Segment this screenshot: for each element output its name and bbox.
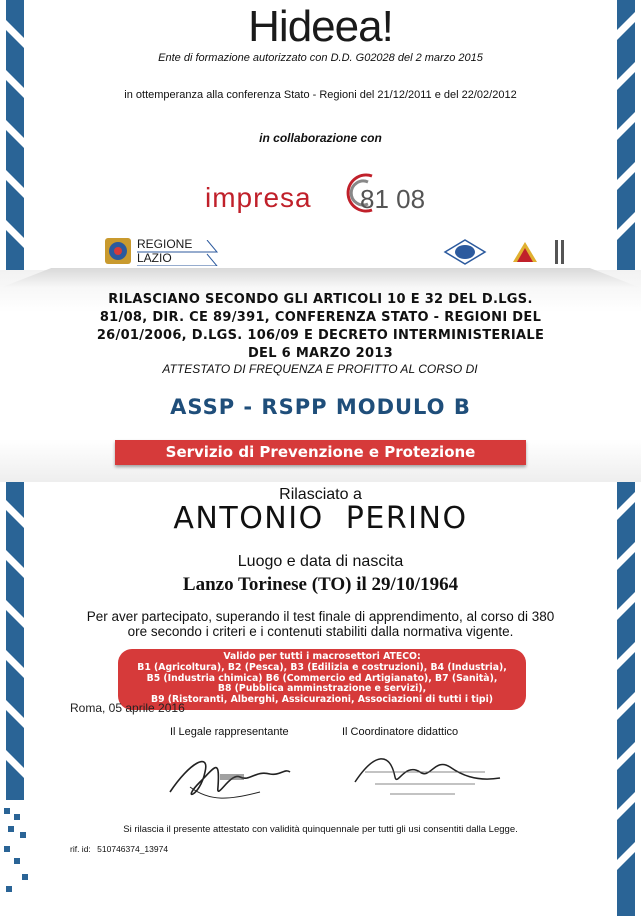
- ateco-line: B8 (Pubblica amminstrazione e servizi),: [217, 683, 427, 695]
- reference-label: rif. id:: [70, 844, 91, 854]
- ateco-line: B9 (Ristoranti, Alberghi, Assicurazioni, Associazioni di tutti i tipi): [150, 694, 494, 706]
- place-date: Roma, 05 aprile 2016: [70, 701, 185, 715]
- release-heading-line: RILASCIANO SECONDO GLI ARTICOLI 10 E 32 DEL D.LGS.: [108, 292, 533, 307]
- tuv-iso-certification-icon: [443, 236, 571, 268]
- accreditation-text: Ente di formazione autorizzato con D.D. G02028 del 2 marzo 2015: [158, 52, 483, 64]
- issued-to-label: Rilasciato a: [279, 486, 362, 503]
- ateco-line: B1 (Agricoltura), B2 (Pesca), B3 (Edilizia e costruzioni), B4 (Industria),: [137, 661, 507, 673]
- impresa-8108-logo: [200, 168, 460, 218]
- ateco-line: B5 (Industria chimica) B6 (Commercio ed Artigianato), B7 (Sanità),: [146, 672, 498, 684]
- certification-logos: [443, 236, 571, 268]
- participation-line: Per aver partecipato, superando il test finale di apprendimento, al corso di 380: [86, 609, 555, 624]
- coordinator-signature: [335, 742, 505, 802]
- impresa-logo-number: 81 08: [360, 184, 426, 214]
- ateco-line: Valido per tutti i macrosettori ATECO:: [223, 651, 421, 662]
- lazio-label: LAZIO: [137, 251, 172, 265]
- regione-lazio-logo: [103, 236, 223, 268]
- impresa-logo-word: impresa: [205, 182, 312, 213]
- birth-label: Luogo e data di nascita: [237, 553, 404, 570]
- legal-rep-signature: [160, 742, 300, 808]
- hideea-logo: Hideea!: [248, 2, 393, 51]
- collaboration-text: in collaborazione con: [259, 131, 382, 145]
- regione-label: REGIONE: [137, 237, 193, 251]
- validity-text: Si rilascia il presente attestato con validità quinquennale per tutti gli usi consentiti dalla Legge.: [123, 824, 518, 835]
- release-heading-line: DEL 6 MARZO 2013: [247, 346, 394, 361]
- legal-rep-label: Il Legale rappresentante: [170, 726, 289, 738]
- reference-id: [70, 844, 168, 854]
- release-heading-line: 26/01/2006, D.LGS. 106/09 E DECRETO INTERMINISTERIALE: [96, 328, 545, 343]
- participation-line: ore secondo i criteri e i contenuti stabiliti dalla normativa vigente.: [127, 624, 514, 639]
- reference-value: 510746374_13974: [97, 844, 169, 854]
- regione-lazio-emblem-icon: [103, 236, 133, 266]
- course-title: ASSP - RSPP MODULO B: [170, 395, 471, 419]
- recipient-name: ANTONIO PERINO: [173, 501, 468, 536]
- release-heading: [0, 291, 641, 363]
- band-fold-shadow: [0, 268, 641, 288]
- release-heading-line: 81/08, DIR. CE 89/391, CONFERENZA STATO - REGIONI DEL: [99, 310, 542, 325]
- conference-text: in ottemperanza alla conferenza Stato - Regioni del 21/12/2011 e del 22/02/2012: [124, 89, 517, 101]
- attestato-text: ATTESTATO DI FREQUENZA E PROFITTO AL CORSO DI: [162, 362, 478, 376]
- birth-value: Lanzo Torinese (TO) il 29/10/1964: [182, 574, 459, 595]
- service-bar: Servizio di Prevenzione e Protezione: [115, 440, 526, 465]
- participation-text: [0, 609, 641, 639]
- coordinator-label: Il Coordinatore didattico: [342, 726, 459, 738]
- regione-lazio-lines-icon: [137, 240, 223, 266]
